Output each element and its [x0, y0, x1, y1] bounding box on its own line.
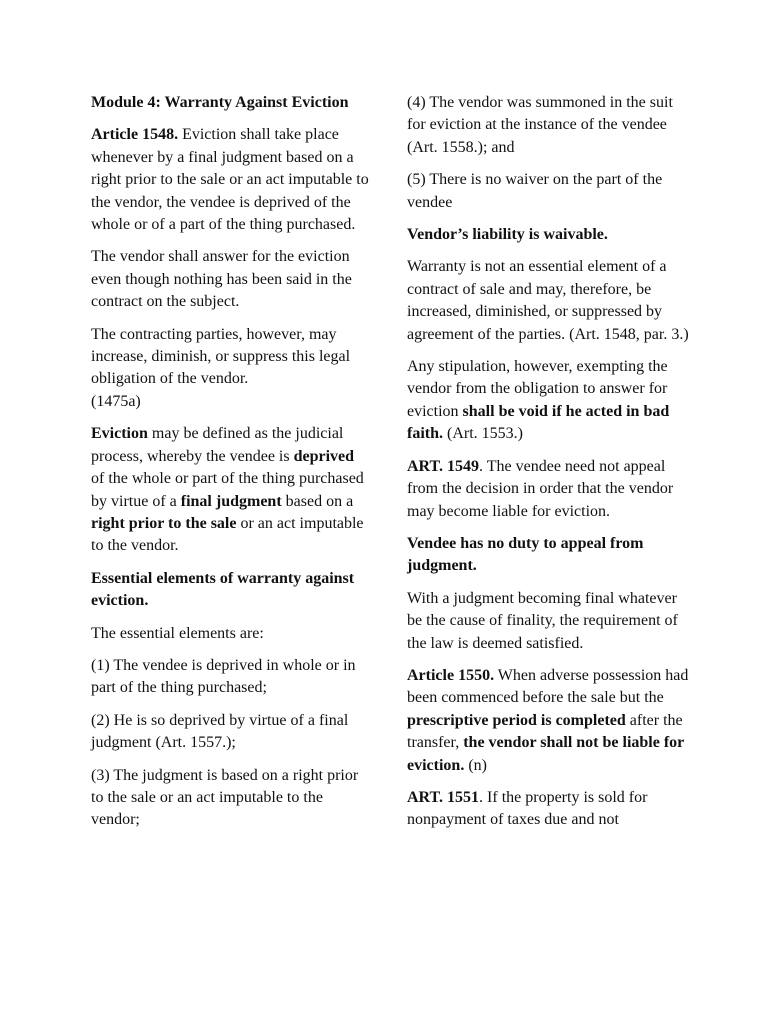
element-item: (5) There is no waiver on the part of the vendee — [407, 171, 663, 211]
article-1548-paragraph: Article 1548. Eviction shall take place whenever by a final judgment based on a right prior to the sale or an act imputable to the vendor, the vendee is deprived of the whole or of a part of the thing purchased. — [91, 126, 369, 234]
module-title: Module 4: Warranty Against Eviction — [91, 94, 349, 111]
essential-elements-intro: The essential elements are: — [91, 624, 264, 642]
right-column — [407, 92, 689, 842]
article-1549-paragraph: ART. 1549. The vendee need not appeal from the decision in order that the vendor may become liable for eviction. — [407, 457, 674, 520]
no-appeal-heading: Vendee has no duty to appeal from judgment. — [407, 534, 644, 575]
element-item: (3) The judgment is based on a right prior to the sale or an act imputable to the vendor; — [91, 766, 359, 829]
eviction-definition-paragraph: Eviction may be defined as the judicial process, whereby the vendee is deprived of the whole or part of the thing purchased by virtue of a final judgment based on a right prior to the sale or an act imputable to the vendor. — [91, 425, 364, 555]
element-item: (1) The vendee is deprived in whole or in part of the thing purchased; — [91, 656, 356, 697]
article-1551-paragraph: ART. 1551. If the property is sold for nonpayment of taxes due and not — [407, 788, 648, 829]
vendor-answer-paragraph: The vendor shall answer for the eviction even though nothing has been said in the contract on the subject. — [91, 248, 352, 311]
stipulation-paragraph: Any stipulation, however, exempting the vendor from the obligation to answer for eviction shall be void if he acted in bad faith. (Art. 1553.) — [407, 358, 670, 443]
article-1548-label: Article 1548. — [91, 126, 179, 144]
no-appeal-paragraph: With a judgment becoming final whatever be the cause of finality, the requirement of the law is deemed satisfied. — [407, 589, 678, 652]
article-1550-label: Article 1550. — [407, 666, 495, 684]
essential-elements-heading: Essential elements of warranty against eviction. — [91, 569, 355, 610]
contracting-parties-paragraph: The contracting parties, however, may increase, diminish, or suppress this legal obligation of the vendor. (1475a) — [91, 325, 351, 410]
element-item: (4) The vendor was summoned in the suit for eviction at the instance of the vendee (Art. 1558.); and — [407, 94, 673, 156]
article-1549-label: ART. 1549 — [407, 457, 480, 475]
waivable-paragraph: Warranty is not an essential element of a contract of sale and may, therefore, be increased, diminished, or suppressed by agreement of the parties. (Art. 1548, par. 3.) — [407, 258, 689, 343]
waivable-heading: Vendor’s liability is waivable. — [407, 226, 608, 244]
article-1550-paragraph: Article 1550. When adverse possession had been commenced before the sale but the prescriptive period is completed after the transfer, the vendor shall not be liable for eviction. (n) — [407, 666, 689, 774]
article-1551-label: ART. 1551 — [407, 788, 480, 806]
left-column — [91, 92, 369, 842]
element-item: (2) He is so deprived by virtue of a final judgment (Art. 1557.); — [91, 711, 349, 752]
